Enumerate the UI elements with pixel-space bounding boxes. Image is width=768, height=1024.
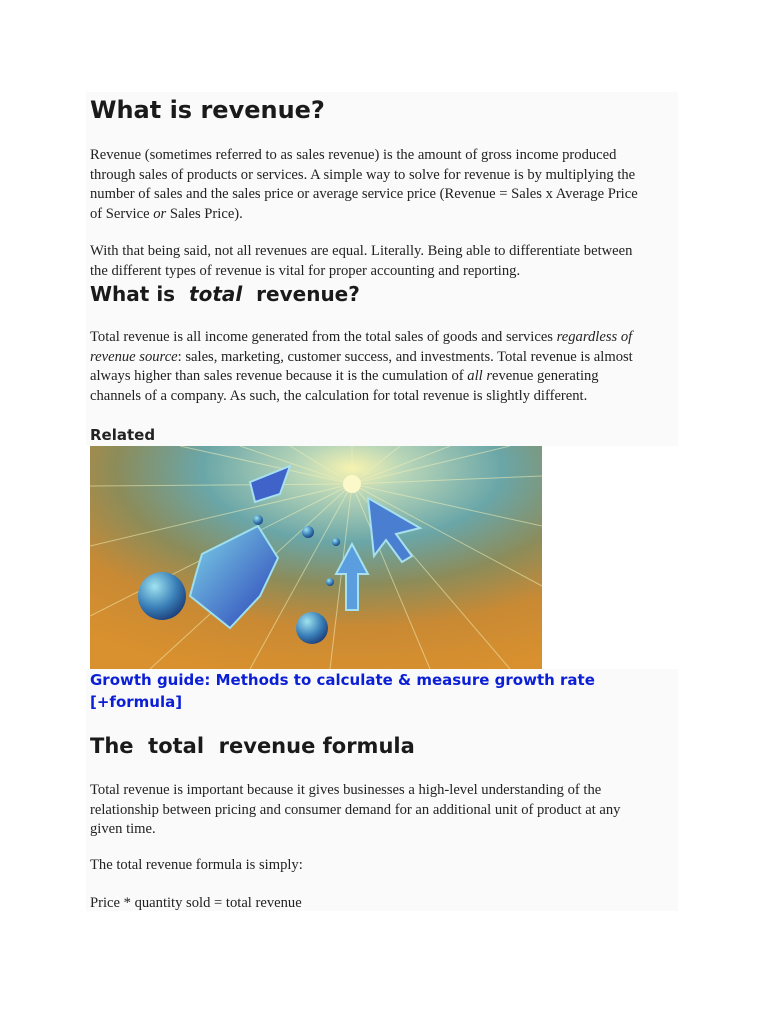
total-revenue-paragraph: Total revenue is all income generated from the total sales of goods and services regardless of revenue source: sales, marketing, customer success, and investments. Total revenue is almost always higher than sales revenue because it is the cumulation of all revenue generating channels of a company. As such, the calculation for total revenue is slightly different. [90,329,633,404]
revenue-types-paragraph: With that being said, not all revenues are equal. Literally. Being able to differentiate between the different types of revenue is vital for proper accounting and reporting. [90,243,633,279]
formula-intro-paragraph: The total revenue formula is simply: [90,857,303,873]
formula-text: Price * quantity sold = total revenue [90,895,302,911]
formula-importance-paragraph: Total revenue is important because it gives businesses a high-level understanding of the relationship between pricing and consumer demand for an additional unit of product at any given time. [90,782,621,837]
related-label: Related [90,426,156,444]
related-article-image[interactable] [90,446,542,669]
heading-total-revenue-formula: The total revenue formula [90,734,415,758]
abstract-cursor-illustration [90,446,542,669]
revenue-definition-paragraph: Revenue (sometimes referred to as sales revenue) is the amount of gross income produced through sales of products or services. A simple way to solve for revenue is by multiplying the number of sales and the sales price or average service price (Revenue = Sales x Average Price of Service or Sales Price). [90,147,638,222]
growth-guide-link[interactable]: Growth guide: Methods to calculate & measure growth rate [+formula] [90,671,595,711]
heading-what-is-revenue: What is revenue? [90,96,325,124]
heading-what-is-total-revenue: What is total revenue? [90,282,360,306]
